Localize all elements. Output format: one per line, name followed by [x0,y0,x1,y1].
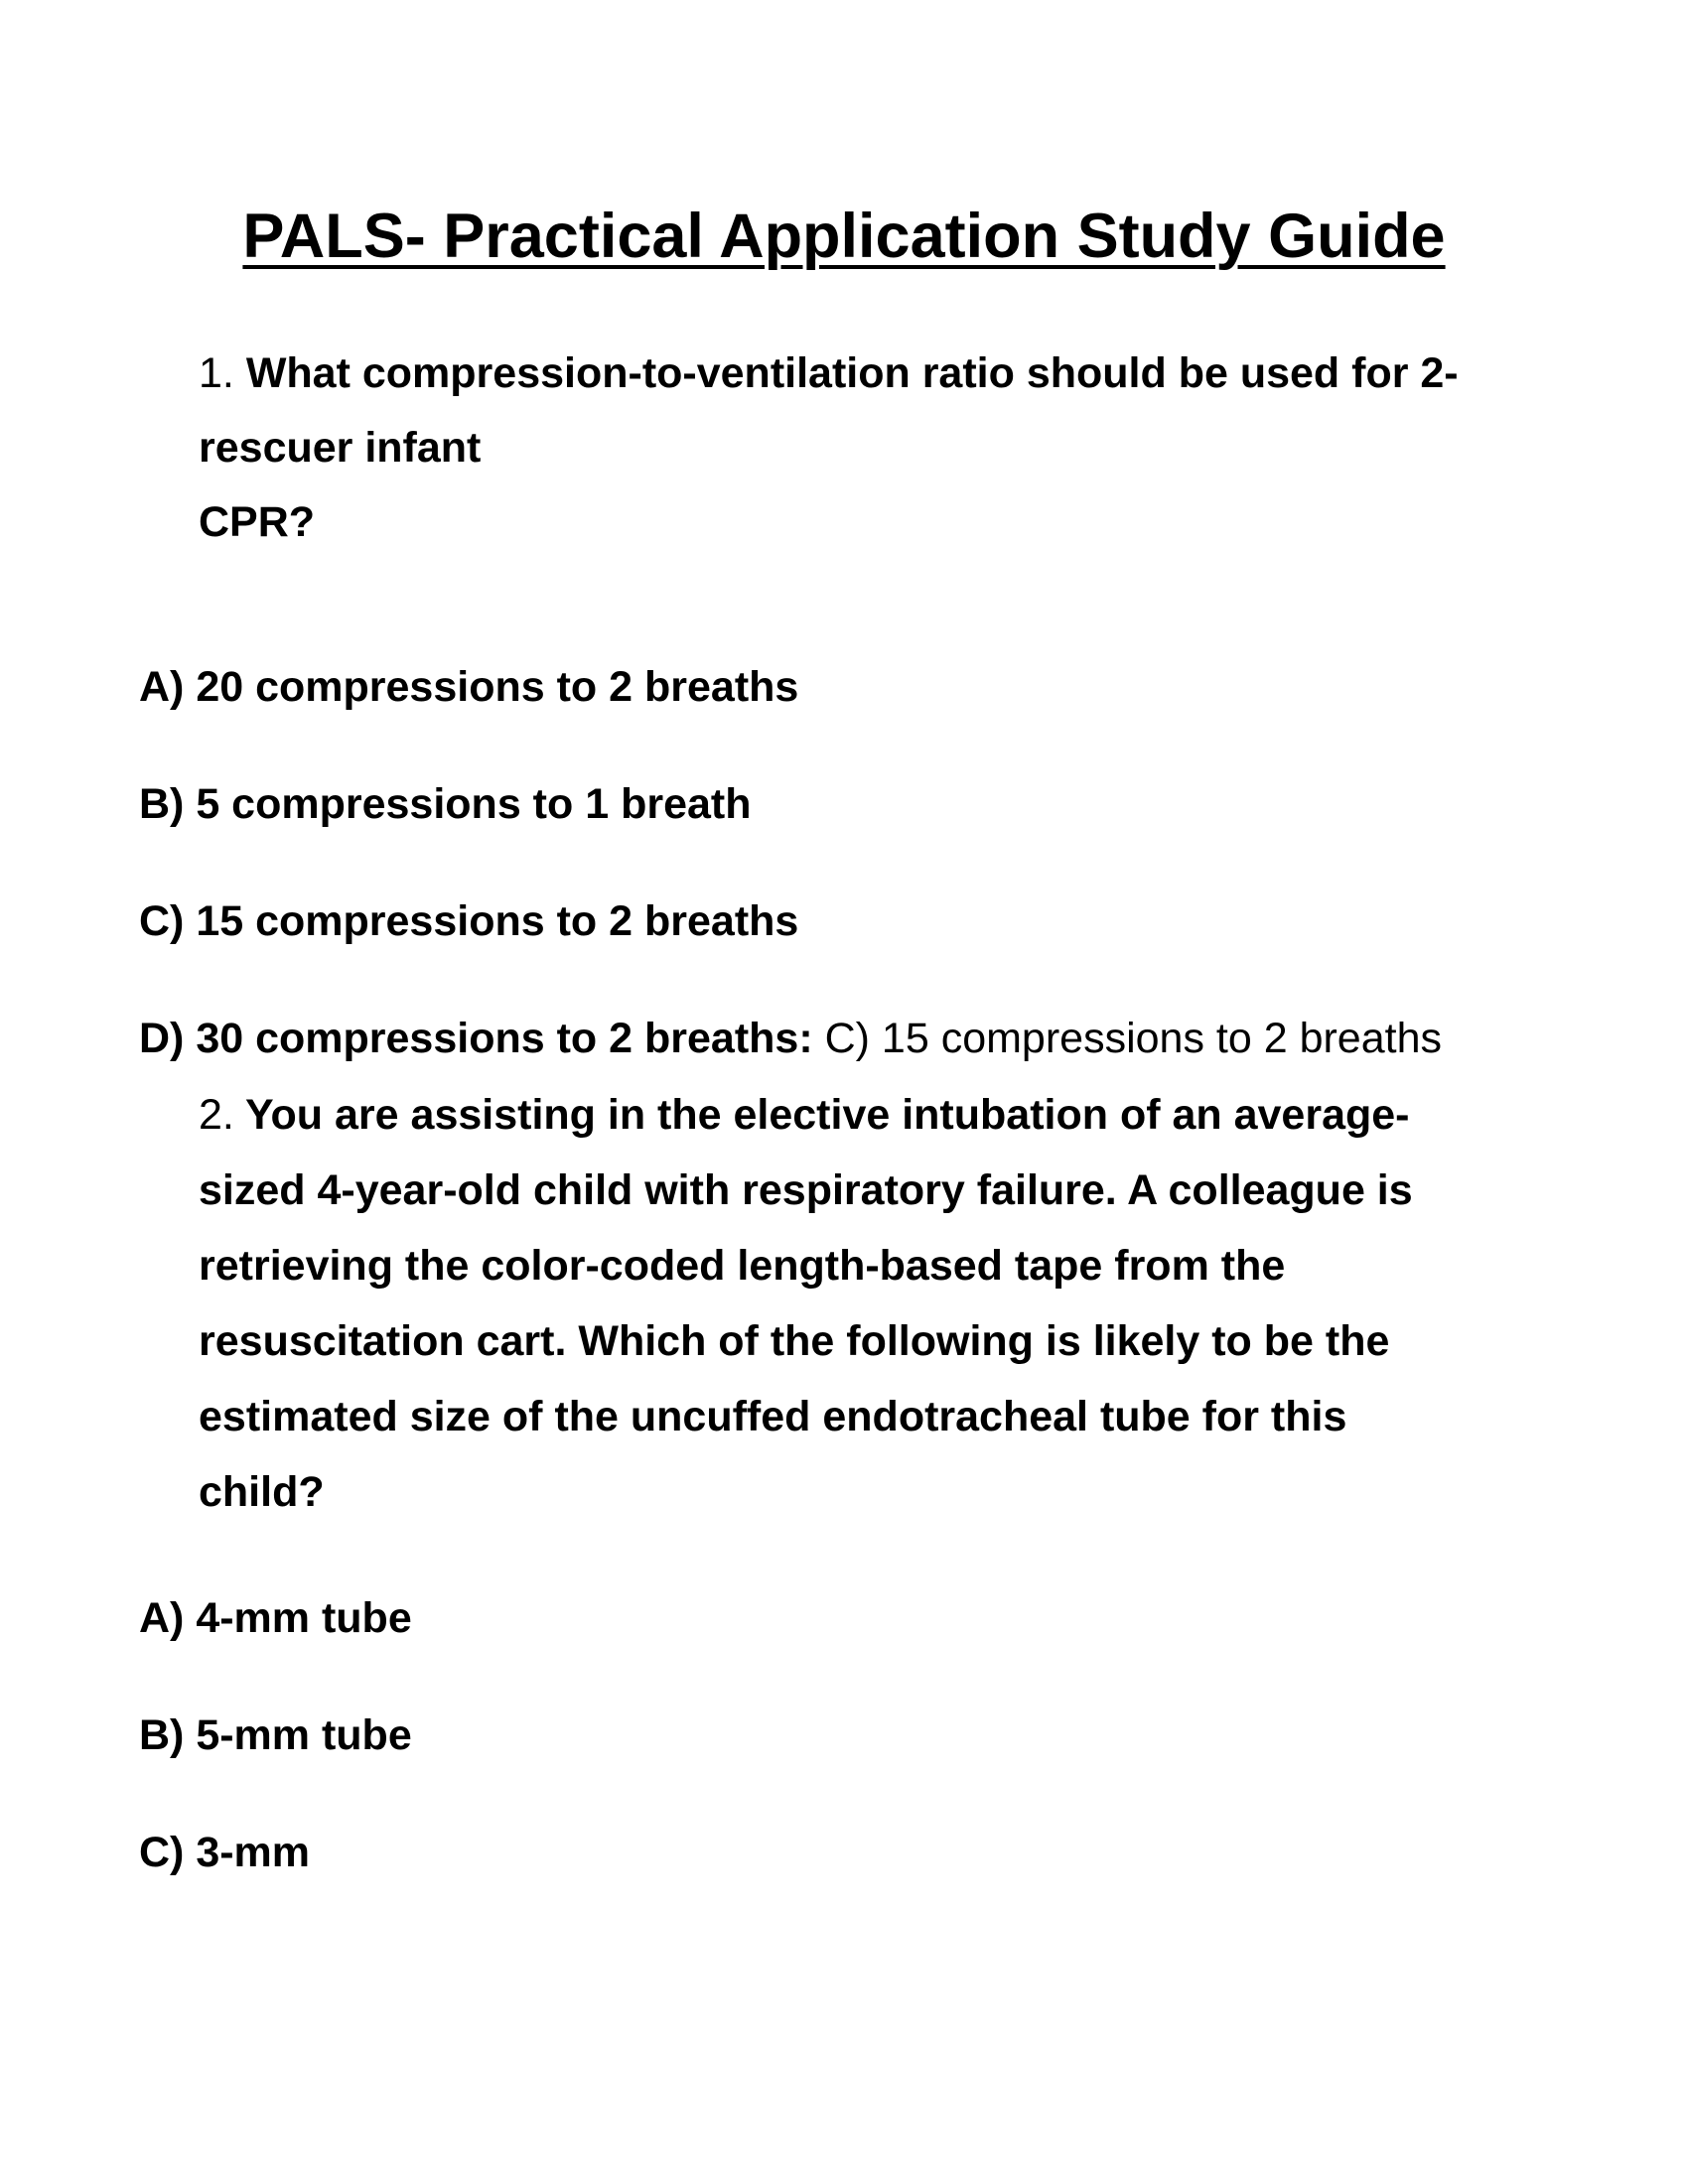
question-1-option-a: A) 20 compressions to 2 breaths [139,663,799,711]
question-2-option-a: A) 4-mm tube [139,1594,412,1642]
question-2-option-c: C) 3-mm [139,1829,311,1876]
question-1-text: What compression-to-ventilation ratio should be used for 2- [245,349,1459,397]
question-1-option-b: B) 5 compressions to 1 breath [139,780,752,828]
question-1-number: 1. [199,349,234,397]
question-2-line-6: child? [199,1468,325,1516]
question-1-line-3: CPR? [199,498,316,546]
question-1-line-1 [199,345,1459,401]
question-2-text: You are assisting in the elective intubation of an average- [245,1091,1410,1139]
question-2-option-b: B) 5-mm tube [139,1711,412,1759]
question-1-answer: C) 15 compressions to 2 breaths [824,1015,1442,1062]
question-1-option-c: C) 15 compressions to 2 breaths [139,897,799,945]
question-1-option-d [139,1011,1442,1066]
question-2-number: 2. [199,1091,234,1139]
question-2-line-4: resuscitation cart. Which of the following is likely to be the [199,1317,1390,1365]
question-2-line-3: retrieving the color-coded length-based tape from the [199,1242,1286,1290]
question-2-line-2: sized 4-year-old child with respiratory failure. A colleague is [199,1166,1413,1214]
question-1-line-2: rescuer infant [199,424,482,472]
question-2-line-1 [199,1087,1410,1143]
question-1-option-d-text: D) 30 compressions to 2 breaths: [139,1015,813,1062]
page-title: PALS- Practical Application Study Guide [242,202,1446,271]
question-2-line-5: estimated size of the uncuffed endotracheal tube for this [199,1393,1347,1440]
